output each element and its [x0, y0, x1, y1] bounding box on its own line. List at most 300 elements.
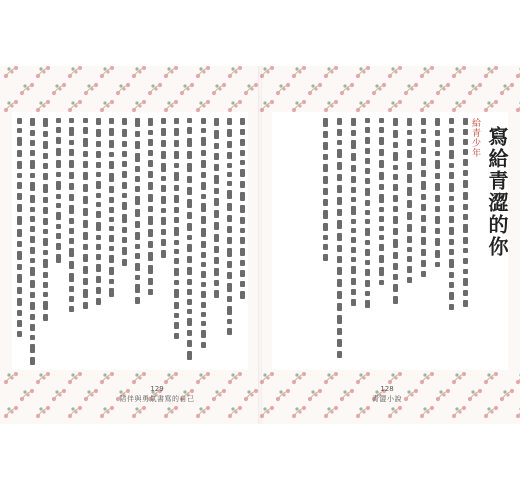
- handwritten-column: [158, 118, 167, 364]
- flower-sprig-icon: [420, 66, 434, 78]
- handwritten-glyph: [174, 333, 179, 339]
- handwritten-glyph: [187, 163, 192, 172]
- flower-sprig-icon: [180, 83, 194, 95]
- handwritten-glyph: [122, 171, 127, 178]
- handwritten-glyph: [365, 158, 370, 164]
- flower-sprig-icon: [308, 83, 322, 95]
- handwritten-glyph: [109, 217, 114, 222]
- handwritten-glyph: [240, 281, 245, 287]
- handwritten-glyph: [407, 212, 412, 220]
- handwritten-glyph: [43, 282, 48, 288]
- handwritten-glyph: [407, 187, 412, 196]
- handwritten-glyph: [421, 170, 426, 178]
- flower-sprig-icon: [148, 83, 162, 95]
- handwritten-glyph: [69, 248, 74, 257]
- handwritten-glyph: [174, 207, 179, 213]
- handwritten-glyph: [240, 150, 245, 156]
- handwritten-glyph: [421, 118, 426, 125]
- handwritten-glyph: [201, 182, 206, 190]
- flower-sprig-icon: [436, 83, 450, 95]
- handwritten-glyph: [17, 229, 22, 237]
- handwritten-glyph: [96, 298, 101, 305]
- handwritten-glyph: [365, 269, 370, 276]
- handwritten-glyph: [393, 152, 398, 161]
- handwritten-glyph: [30, 207, 35, 212]
- chapter-kicker: 給青少年: [470, 118, 480, 158]
- handwritten-glyph: [83, 254, 88, 262]
- handwritten-glyph: [83, 208, 88, 216]
- handwritten-glyph: [148, 252, 153, 260]
- handwritten-glyph: [449, 118, 454, 124]
- handwritten-column: [334, 118, 344, 364]
- flower-sprig-icon: [292, 66, 306, 78]
- flower-sprig-icon: [228, 406, 242, 418]
- flower-sprig-icon: [452, 406, 466, 418]
- handwritten-glyph: [323, 142, 328, 150]
- handwritten-glyph: [122, 214, 127, 223]
- handwritten-glyph: [201, 342, 206, 348]
- handwritten-glyph: [463, 258, 468, 265]
- handwritten-glyph: [214, 268, 219, 277]
- handwritten-glyph: [214, 188, 219, 194]
- handwritten-glyph: [449, 196, 454, 202]
- handwritten-glyph: [214, 210, 219, 218]
- flower-sprig-icon: [84, 83, 98, 95]
- handwritten-glyph: [365, 137, 370, 144]
- handwritten-glyph: [421, 249, 426, 256]
- handwritten-glyph: [30, 226, 35, 232]
- handwritten-glyph: [393, 263, 398, 270]
- handwritten-glyph: [17, 264, 22, 270]
- handwritten-glyph: [161, 140, 166, 147]
- handwritten-column: [348, 118, 358, 364]
- handwritten-glyph: [240, 139, 245, 146]
- handwritten-glyph: [201, 271, 206, 277]
- handwritten-glyph: [379, 226, 384, 231]
- handwritten-glyph: [96, 276, 101, 283]
- handwritten-glyph: [17, 173, 22, 179]
- handwritten-glyph: [379, 216, 384, 221]
- flower-sprig-icon: [68, 66, 82, 78]
- handwritten-glyph: [449, 216, 454, 223]
- flower-sprig-icon: [196, 66, 210, 78]
- handwritten-column: [376, 118, 386, 364]
- handwritten-glyph: [337, 279, 342, 287]
- handwritten-glyph: [227, 129, 232, 137]
- handwritten-glyph: [122, 227, 127, 233]
- handwritten-glyph: [407, 139, 412, 145]
- flower-sprig-icon: [356, 372, 370, 384]
- handwritten-glyph: [30, 182, 35, 191]
- handwritten-glyph: [161, 239, 166, 247]
- flower-sprig-icon: [212, 83, 226, 95]
- handwritten-glyph: [435, 206, 440, 212]
- handwritten-glyph: [393, 284, 398, 292]
- handwritten-glyph: [351, 299, 356, 306]
- handwritten-glyph: [365, 168, 370, 174]
- handwritten-glyph: [174, 249, 179, 254]
- handwritten-glyph: [135, 284, 140, 293]
- handwritten-glyph: [83, 151, 88, 157]
- handwritten-glyph: [109, 118, 114, 124]
- handwritten-glyph: [109, 197, 114, 203]
- handwritten-glyph: [161, 250, 166, 258]
- handwritten-glyph: [56, 254, 61, 263]
- handwritten-glyph: [56, 203, 61, 208]
- handwritten-glyph: [227, 248, 232, 256]
- flower-sprig-icon: [500, 389, 514, 401]
- handwritten-glyph: [463, 290, 468, 296]
- handwritten-glyph: [148, 139, 153, 146]
- handwritten-glyph: [83, 172, 88, 180]
- handwritten-glyph: [109, 140, 114, 148]
- flower-sprig-icon: [516, 66, 520, 78]
- handwritten-glyph: [83, 196, 88, 204]
- flower-sprig-icon: [484, 372, 498, 384]
- handwritten-glyph: [323, 188, 328, 195]
- handwritten-glyph: [214, 222, 219, 230]
- handwritten-glyph: [463, 278, 468, 286]
- handwritten-glyph: [83, 138, 88, 146]
- handwritten-glyph: [43, 314, 48, 321]
- handwritten-glyph: [96, 151, 101, 158]
- handwritten-glyph: [109, 186, 114, 193]
- flower-sprig-icon: [356, 100, 370, 112]
- handwritten-glyph: [17, 216, 22, 225]
- handwritten-glyph: [122, 151, 127, 157]
- handwritten-glyph: [43, 173, 48, 180]
- handwritten-glyph: [201, 321, 206, 327]
- handwritten-glyph: [379, 184, 384, 190]
- handwritten-glyph: [187, 151, 192, 160]
- handwritten-glyph: [421, 237, 426, 245]
- handwritten-glyph: [421, 147, 426, 154]
- book-gutter: [258, 66, 262, 424]
- handwritten-glyph: [421, 226, 426, 233]
- handwritten-glyph: [393, 142, 398, 148]
- flower-sprig-icon: [228, 372, 242, 384]
- handwritten-glyph: [135, 263, 140, 271]
- handwritten-glyph: [148, 182, 153, 190]
- handwritten-column: [237, 118, 246, 364]
- flower-sprig-icon: [100, 66, 114, 78]
- handwritten-glyph: [337, 220, 342, 229]
- flower-sprig-icon: [324, 100, 338, 112]
- handwritten-glyph: [109, 288, 114, 297]
- handwritten-glyph: [174, 258, 179, 264]
- handwritten-glyph: [17, 182, 22, 188]
- handwritten-glyph: [30, 140, 35, 146]
- handwritten-glyph: [407, 256, 412, 262]
- handwritten-glyph: [240, 129, 245, 135]
- handwritten-glyph: [323, 154, 328, 161]
- handwritten-glyph: [435, 140, 440, 146]
- handwritten-glyph: [365, 219, 370, 224]
- flower-sprig-icon: [276, 83, 290, 95]
- handwritten-glyph: [351, 197, 356, 202]
- handwritten-glyph: [337, 315, 342, 324]
- handwritten-glyph: [393, 252, 398, 259]
- handwritten-glyph: [43, 229, 48, 234]
- handwritten-glyph: [30, 118, 35, 126]
- handwritten-glyph: [30, 150, 35, 156]
- flower-sprig-icon: [36, 100, 50, 112]
- handwritten-glyph: [351, 153, 356, 161]
- handwritten-glyph: [201, 291, 206, 298]
- handwritten-glyph: [323, 235, 328, 240]
- handwritten-glyph: [337, 118, 342, 125]
- handwritten-glyph: [337, 233, 342, 242]
- handwritten-glyph: [83, 266, 88, 274]
- handwritten-column: [198, 118, 207, 364]
- flower-sprig-icon: [36, 66, 50, 78]
- flower-sprig-icon: [164, 372, 178, 384]
- handwritten-glyph: [435, 151, 440, 156]
- flower-sprig-icon: [260, 66, 274, 78]
- handwritten-glyph: [96, 141, 101, 147]
- handwritten-glyph: [161, 229, 166, 235]
- flower-sprig-icon: [132, 100, 146, 112]
- handwritten-glyph: [435, 216, 440, 223]
- handwritten-glyph: [435, 160, 440, 169]
- handwritten-glyph: [83, 289, 88, 298]
- handwritten-glyph: [214, 198, 219, 206]
- handwritten-glyph: [56, 243, 61, 250]
- handwritten-glyph: [365, 148, 370, 153]
- flower-sprig-icon: [340, 83, 354, 95]
- handwritten-glyph: [187, 235, 192, 240]
- handwritten-glyph: [174, 217, 179, 223]
- handwritten-glyph: [122, 259, 127, 265]
- handwritten-glyph: [337, 303, 342, 310]
- handwritten-glyph: [96, 264, 101, 272]
- handwritten-glyph: [135, 118, 140, 127]
- left-page-folio: [92, 384, 222, 404]
- handwritten-glyph: [109, 152, 114, 157]
- handwritten-glyph: [83, 244, 88, 250]
- handwritten-glyph: [449, 205, 454, 212]
- handwritten-glyph: [148, 130, 153, 136]
- handwritten-glyph: [148, 150, 153, 156]
- handwritten-glyph: [122, 118, 127, 125]
- flower-sprig-icon: [68, 100, 82, 112]
- flower-sprig-icon: [420, 372, 434, 384]
- handwritten-glyph: [201, 137, 206, 145]
- handwritten-glyph: [135, 131, 140, 137]
- flower-sprig-icon: [372, 83, 386, 95]
- handwritten-glyph: [56, 118, 61, 123]
- handwritten-glyph: [227, 306, 232, 315]
- handwritten-glyph: [337, 197, 342, 205]
- handwritten-glyph: [109, 246, 114, 252]
- handwritten-glyph: [122, 161, 127, 167]
- handwritten-glyph: [214, 290, 219, 298]
- handwritten-glyph: [435, 183, 440, 192]
- handwritten-glyph: [30, 357, 35, 365]
- handwritten-glyph: [187, 244, 192, 252]
- handwritten-glyph: [135, 196, 140, 205]
- flower-sprig-icon: [164, 100, 178, 112]
- handwritten-glyph: [109, 267, 114, 275]
- handwritten-glyph: [365, 118, 370, 123]
- handwritten-glyph: [227, 118, 232, 125]
- handwritten-glyph: [337, 351, 342, 358]
- handwritten-glyph: [174, 227, 179, 236]
- handwritten-glyph: [135, 297, 140, 304]
- flower-sprig-icon: [196, 100, 210, 112]
- flower-sprig-icon: [420, 100, 434, 112]
- handwritten-glyph: [351, 237, 356, 243]
- flower-sprig-icon: [196, 372, 210, 384]
- handwritten-glyph: [407, 130, 412, 136]
- handwritten-glyph: [161, 208, 166, 213]
- flower-sprig-icon: [68, 372, 82, 384]
- left-page-running-head: 陪伴與勇氣書寫的自己: [119, 395, 195, 403]
- handwritten-glyph: [109, 235, 114, 242]
- handwritten-glyph: [30, 292, 35, 298]
- flower-sprig-icon: [292, 100, 306, 112]
- handwritten-glyph: [407, 277, 412, 283]
- handwritten-glyph: [449, 137, 454, 146]
- handwritten-glyph: [17, 204, 22, 212]
- handwritten-column: [320, 118, 330, 364]
- handwritten-glyph: [240, 237, 245, 244]
- handwritten-glyph: [96, 129, 101, 138]
- handwritten-glyph: [351, 118, 356, 126]
- handwritten-glyph: [337, 129, 342, 136]
- handwritten-glyph: [17, 241, 22, 247]
- handwritten-glyph: [393, 228, 398, 235]
- handwritten-glyph: [379, 255, 384, 263]
- handwritten-glyph: [421, 204, 426, 211]
- handwritten-glyph: [56, 224, 61, 229]
- handwritten-glyph: [109, 161, 114, 170]
- handwritten-glyph: [379, 137, 384, 145]
- flower-sprig-icon: [324, 372, 338, 384]
- handwritten-glyph: [122, 141, 127, 147]
- handwritten-glyph: [337, 328, 342, 336]
- handwritten-glyph: [69, 194, 74, 201]
- handwritten-column: [390, 118, 400, 364]
- handwritten-column: [418, 118, 428, 364]
- handwritten-glyph: [435, 130, 440, 136]
- handwritten-glyph: [69, 160, 74, 168]
- handwritten-glyph: [351, 140, 356, 149]
- handwritten-glyph: [435, 118, 440, 126]
- handwritten-glyph: [227, 226, 232, 233]
- handwritten-column: [432, 118, 442, 364]
- handwritten-glyph: [17, 287, 22, 295]
- handwritten-glyph: [407, 247, 412, 252]
- flower-sprig-icon: [4, 100, 18, 112]
- chapter-title-block: [462, 118, 512, 258]
- handwritten-glyph: [161, 217, 166, 224]
- handwritten-glyph: [449, 292, 454, 299]
- handwritten-glyph: [201, 172, 206, 179]
- handwritten-glyph: [351, 266, 356, 273]
- handwritten-glyph: [240, 270, 245, 277]
- handwritten-glyph: [174, 313, 179, 318]
- handwritten-glyph: [69, 273, 74, 282]
- flower-sprig-icon: [244, 389, 258, 401]
- handwritten-glyph: [187, 187, 192, 195]
- handwritten-glyph: [17, 298, 22, 306]
- flower-sprig-icon: [356, 406, 370, 418]
- handwritten-column: [27, 118, 36, 364]
- handwritten-glyph: [379, 207, 384, 213]
- flower-sprig-icon: [324, 66, 338, 78]
- handwritten-glyph: [122, 247, 127, 255]
- handwritten-glyph: [174, 195, 179, 203]
- handwritten-glyph: [201, 252, 206, 258]
- flower-sprig-icon: [20, 389, 34, 401]
- handwritten-glyph: [148, 194, 153, 202]
- flower-sprig-icon: [324, 406, 338, 418]
- flower-sprig-icon: [516, 406, 520, 418]
- handwritten-glyph: [240, 205, 245, 214]
- handwritten-glyph: [148, 241, 153, 248]
- handwritten-glyph: [337, 149, 342, 158]
- flower-sprig-icon: [500, 83, 514, 95]
- handwritten-glyph: [187, 256, 192, 263]
- handwritten-glyph: [17, 150, 22, 157]
- handwritten-glyph: [227, 215, 232, 221]
- handwritten-glyph: [214, 280, 219, 285]
- handwritten-glyph: [43, 118, 48, 127]
- handwritten-glyph: [365, 188, 370, 196]
- handwritten-column: [404, 118, 414, 364]
- handwritten-glyph: [135, 176, 140, 183]
- flower-sprig-icon: [196, 406, 210, 418]
- handwritten-glyph: [174, 163, 179, 168]
- handwritten-glyph: [214, 118, 219, 126]
- handwritten-glyph: [109, 128, 114, 136]
- handwritten-glyph: [83, 278, 88, 286]
- handwritten-glyph: [201, 282, 206, 287]
- handwritten-column: [362, 118, 372, 364]
- handwritten-glyph: [201, 128, 206, 133]
- flower-sprig-icon: [404, 83, 418, 95]
- handwritten-glyph: [83, 161, 88, 168]
- handwritten-glyph: [351, 219, 356, 224]
- handwritten-glyph: [201, 228, 206, 236]
- right-page-handwriting: [272, 118, 472, 364]
- handwritten-glyph: [407, 236, 412, 243]
- handwritten-glyph: [96, 254, 101, 260]
- handwritten-glyph: [214, 234, 219, 242]
- handwritten-glyph: [449, 239, 454, 245]
- handwritten-glyph: [187, 289, 192, 295]
- handwritten-glyph: [337, 267, 342, 275]
- handwritten-glyph: [393, 206, 398, 211]
- handwritten-glyph: [240, 118, 245, 125]
- handwritten-column: [224, 118, 233, 364]
- handwritten-glyph: [323, 118, 328, 127]
- handwritten-glyph: [227, 172, 232, 177]
- handwritten-glyph: [83, 302, 88, 308]
- handwritten-glyph: [227, 152, 232, 159]
- flower-sprig-icon: [452, 66, 466, 78]
- handwritten-glyph: [43, 301, 48, 309]
- handwritten-glyph: [351, 130, 356, 136]
- flower-sprig-icon: [116, 83, 130, 95]
- handwritten-glyph: [379, 172, 384, 180]
- handwritten-glyph: [96, 181, 101, 189]
- handwritten-glyph: [174, 268, 179, 276]
- handwritten-glyph: [43, 207, 48, 214]
- handwritten-glyph: [449, 227, 454, 235]
- handwritten-glyph: [174, 240, 179, 245]
